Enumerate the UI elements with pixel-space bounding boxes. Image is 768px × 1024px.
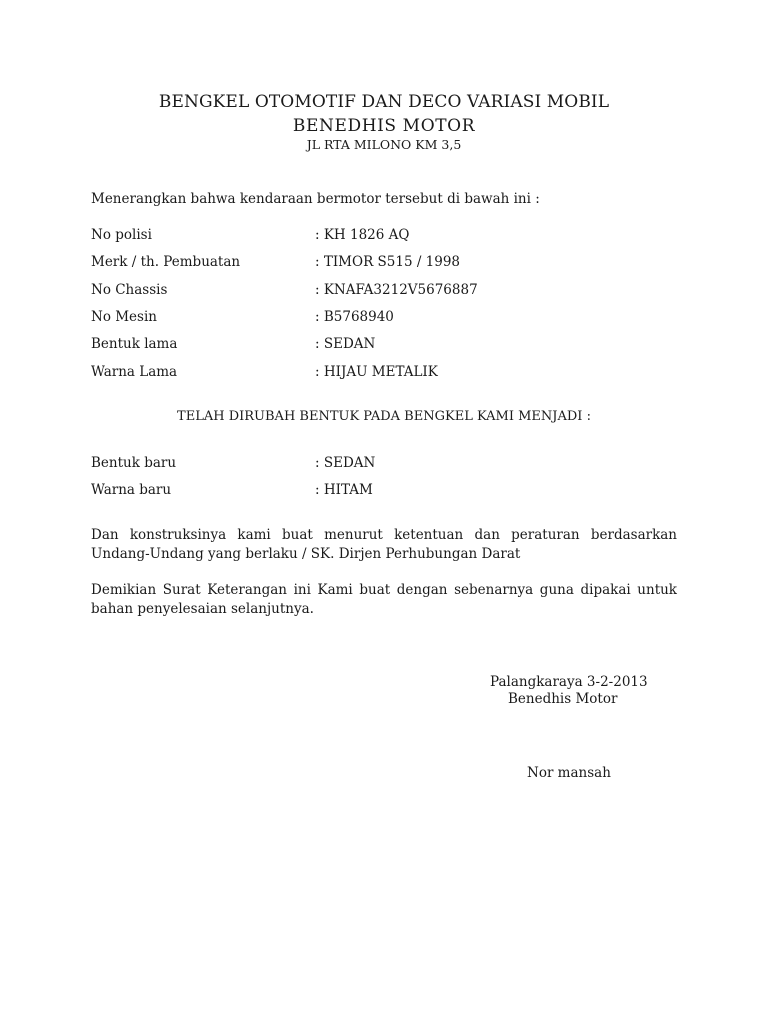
modification-heading: TELAH DIRUBAH BENTUK PADA BENGKEL KAMI MENJADI : xyxy=(177,409,591,424)
vehicle-row-engine xyxy=(91,307,681,327)
field-value: : SEDAN xyxy=(315,336,376,352)
signing-company: Benedhis Motor xyxy=(508,691,618,707)
field-value: : KNAFA3212V5676887 xyxy=(315,282,478,298)
workshop-title: BENGKEL OTOMOTIF DAN DECO VARIASI MOBIL xyxy=(158,92,610,112)
closing-paragraph: Demikian Surat Keterangan ini Kami buat dengan sebenarnya guna dipakai untuk bahan penyelesaian selanjutnya. xyxy=(91,582,677,617)
field-value: : SEDAN xyxy=(315,455,376,471)
vehicle-row-old-shape xyxy=(91,334,681,354)
signer-name: Nor mansah xyxy=(527,765,611,781)
vehicle-row-plate xyxy=(91,225,681,245)
vehicle-row-chassis xyxy=(91,280,681,300)
field-label: Bentuk baru xyxy=(91,455,177,471)
vehicle-row-brand-year xyxy=(91,252,681,272)
field-value: : B5768940 xyxy=(315,309,394,325)
workshop-address: JL RTA MILONO KM 3,5 xyxy=(306,137,462,152)
regulation-paragraph: Dan konstruksinya kami buat menurut ketentuan dan peraturan berdasarkan Undang-Undang yang berlaku / SK. Dirjen Perhubungan Darat xyxy=(91,527,677,562)
new-row-color xyxy=(91,480,681,500)
field-label: No Mesin xyxy=(91,309,157,325)
field-label: Merk / th. Pembuatan xyxy=(91,254,241,270)
field-label: Warna Lama xyxy=(91,364,178,380)
vehicle-row-old-color xyxy=(91,362,681,382)
intro-statement: Menerangkan bahwa kendaraan bermotor tersebut di bawah ini : xyxy=(91,191,540,207)
place-date: Palangkaraya 3-2-2013 xyxy=(490,674,648,690)
field-label: Warna baru xyxy=(91,482,172,498)
field-value: : HITAM xyxy=(315,482,373,498)
field-label: No Chassis xyxy=(91,282,168,298)
field-value: : KH 1826 AQ xyxy=(315,227,410,243)
field-value: : HIJAU METALIK xyxy=(315,364,438,380)
field-label: Bentuk lama xyxy=(91,336,178,352)
new-row-shape xyxy=(91,453,681,473)
workshop-name: BENEDHIS MOTOR xyxy=(292,116,476,136)
field-value: : TIMOR S515 / 1998 xyxy=(315,254,461,270)
field-label: No polisi xyxy=(91,227,152,243)
